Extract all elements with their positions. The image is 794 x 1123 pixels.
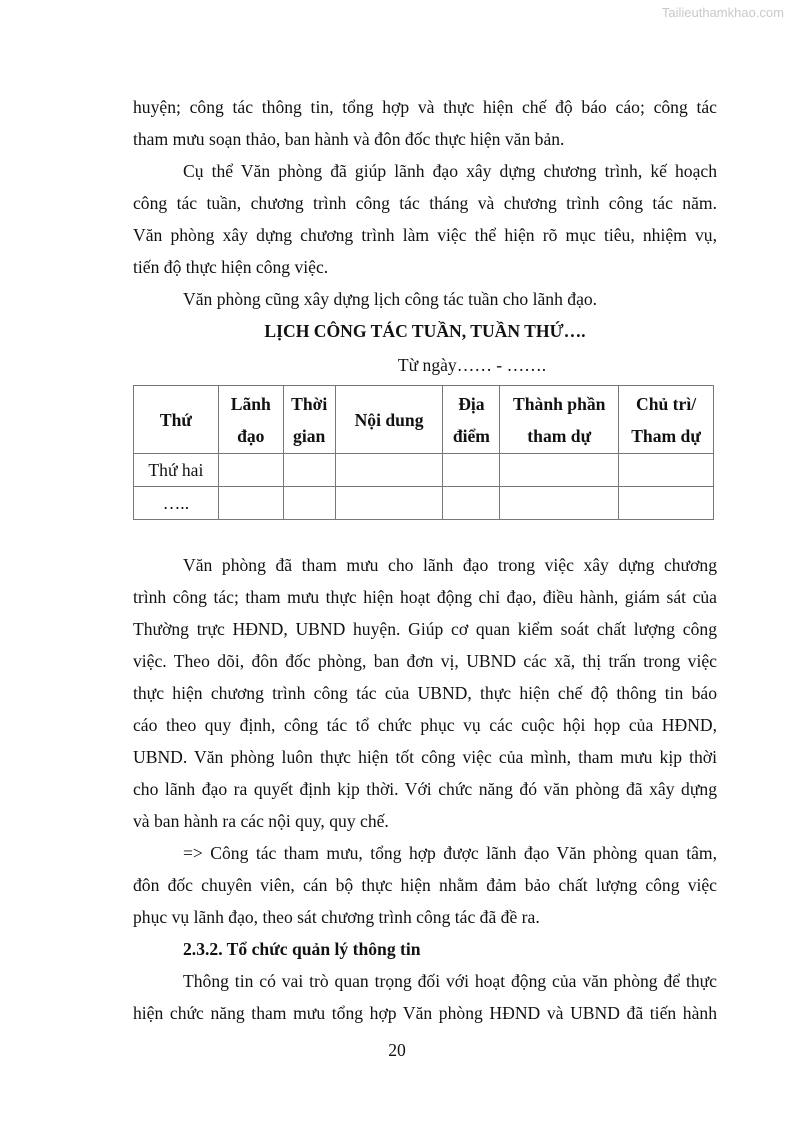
text-line: hiện chức năng tham mưu tổng hợp Văn phòng HĐND và UBND đã tiến hành: [133, 1003, 717, 1023]
table-cell: [619, 454, 714, 487]
header-cell: Nội dung: [335, 386, 443, 454]
schedule-table: [133, 385, 714, 520]
text-line: thực hiện chương trình công tác của UBND, thực hiện chế độ thông tin báo: [133, 683, 717, 703]
table-row: [134, 487, 714, 520]
header-cell: Thành phần tham dự: [500, 386, 619, 454]
header-cell: Lãnh đạo: [218, 386, 283, 454]
table-cell: [283, 487, 335, 520]
table-cell: [218, 487, 283, 520]
text-line: công tác tuần, chương trình công tác tháng và chương trình công tác năm.: [133, 193, 717, 213]
text-line: cáo theo quy định, công tác tổ chức phục vụ các cuộc hội họp của HĐND,: [133, 715, 717, 735]
text-line: việc. Theo dõi, đôn đốc phòng, ban đơn vị, UBND các xã, thị trấn trong việc: [133, 651, 717, 671]
text-line: Văn phòng xây dựng chương trình làm việc thể hiện rõ mục tiêu, nhiệm vụ,: [133, 225, 717, 245]
table-row: [134, 454, 714, 487]
table-cell: [500, 454, 619, 487]
header-cell: Thứ: [134, 386, 219, 454]
table-cell: [619, 487, 714, 520]
table-subtitle: Từ ngày…… - …….: [397, 355, 547, 375]
text-line: và ban hành ra các nội quy, quy chế.: [133, 811, 389, 831]
table-title: LỊCH CÔNG TÁC TUẦN, TUẦN THỨ….: [264, 321, 586, 341]
table-cell: [218, 454, 283, 487]
text-line: Thường trực HĐND, UBND huyện. Giúp cơ quan kiểm soát chất lượng công: [133, 619, 717, 639]
page-number: 20: [388, 1040, 406, 1060]
text-line: Văn phòng cũng xây dựng lịch công tác tuần cho lãnh đạo.: [183, 289, 598, 309]
header-cell: Thời gian: [283, 386, 335, 454]
text-line: đôn đốc chuyên viên, cán bộ thực hiện nhằm đảm bảo chất lượng công việc: [133, 875, 717, 895]
text-line: Văn phòng đã tham mưu cho lãnh đạo trong việc xây dựng chương: [183, 555, 717, 575]
table-cell: …..: [134, 487, 219, 520]
table-header-row: [134, 386, 714, 454]
text-line: tiến độ thực hiện công việc.: [133, 257, 329, 277]
table-cell: [335, 454, 443, 487]
text-line: tham mưu soạn thảo, ban hành và đôn đốc thực hiện văn bản.: [133, 129, 565, 149]
text-line: Thông tin có vai trò quan trọng đối với hoạt động của văn phòng để thực: [183, 971, 717, 991]
table-cell: Thứ hai: [134, 454, 219, 487]
watermark: Tailieuthamkhao.com: [661, 5, 784, 20]
table-cell: [335, 487, 443, 520]
table-cell: [443, 487, 500, 520]
header-cell: Địa điểm: [443, 386, 500, 454]
text-line: cho lãnh đạo ra quyết định kịp thời. Với chức năng đó văn phòng đã xây dựng: [133, 779, 717, 799]
header-cell: Chủ trì/ Tham dự: [619, 386, 714, 454]
text-line: phục vụ lãnh đạo, theo sát chương trình công tác đã đề ra.: [133, 907, 540, 927]
text-line: huyện; công tác thông tin, tổng hợp và thực hiện chế độ báo cáo; công tác: [133, 97, 717, 117]
table-cell: [443, 454, 500, 487]
text-line: UBND. Văn phòng luôn thực hiện tốt công việc của mình, tham mưu kịp thời: [133, 747, 717, 767]
text-line: trình công tác; tham mưu thực hiện hoạt động chỉ đạo, điều hành, giám sát của: [133, 587, 717, 607]
table-cell: [500, 487, 619, 520]
section-heading: 2.3.2. Tổ chức quản lý thông tin: [183, 939, 421, 959]
text-line: => Công tác tham mưu, tổng hợp được lãnh đạo Văn phòng quan tâm,: [183, 843, 717, 863]
text-line: Cụ thể Văn phòng đã giúp lãnh đạo xây dựng chương trình, kế hoạch: [183, 161, 717, 181]
table-cell: [283, 454, 335, 487]
